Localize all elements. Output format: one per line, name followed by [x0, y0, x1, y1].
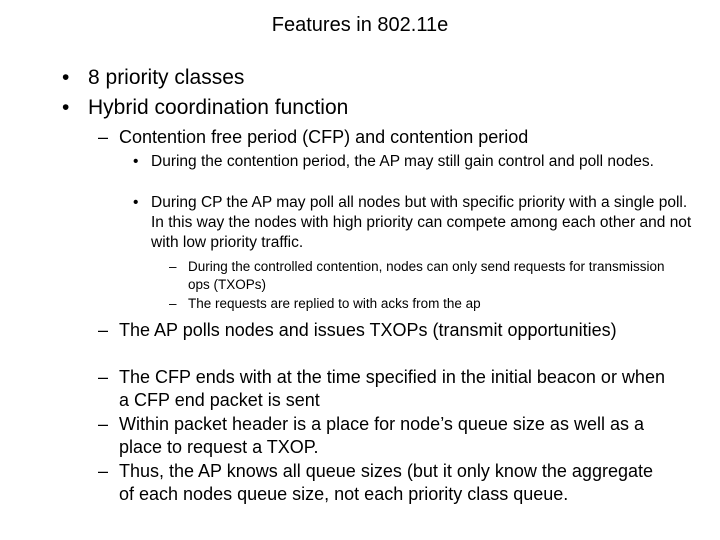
- sub-bullet-item: [98, 126, 683, 149]
- dash-marker: –: [98, 367, 109, 387]
- slide-title: Features in 802.11e: [271, 14, 449, 36]
- bullet-marker: •: [62, 96, 70, 119]
- subsub-bullet-text: During CP the AP may poll all nodes but with specific priority with a single poll. In this way the nodes with high priority can compete among each other and not with low priority traffic.: [151, 194, 692, 251]
- subsub-bullet-text: During the contention period, the AP may still gain control and poll nodes.: [151, 153, 654, 170]
- sub-bullet-text: Contention free period (CFP) and contention period: [119, 127, 529, 147]
- bullet-marker: •: [133, 194, 139, 211]
- dash-marker: –: [98, 461, 109, 481]
- sub-bullet-item: [98, 366, 678, 412]
- sub-bullet-text: The CFP ends with at the time specified in the initial beacon or when a CFP end packet is sent: [119, 367, 665, 410]
- level4-bullet-item: [169, 258, 689, 294]
- dash-marker: –: [169, 259, 177, 274]
- subsub-bullet-item: [133, 193, 693, 253]
- sub-bullet-text: The AP polls nodes and issues TXOPs (transmit opportunities): [119, 320, 617, 340]
- dash-marker: –: [98, 414, 109, 434]
- dash-marker: –: [98, 320, 109, 340]
- sub-bullet-item: [98, 413, 678, 459]
- level4-bullet-text: The requests are replied to with acks from the ap: [188, 296, 481, 311]
- sub-bullet-text: Within packet header is a place for node’s queue size as well as a place to request a TXOP.: [119, 414, 644, 457]
- subsub-bullet-item: [133, 152, 693, 172]
- bullet-text: Hybrid coordination function: [88, 96, 349, 119]
- dash-marker: –: [98, 127, 109, 147]
- bullet-marker: •: [133, 153, 139, 170]
- bullet-marker: •: [62, 66, 70, 89]
- level4-bullet-item: [169, 295, 689, 313]
- sub-bullet-text: Thus, the AP knows all queue sizes (but it only know the aggregate of each nodes queue size, not each priority class queue.: [119, 461, 653, 504]
- dash-marker: –: [169, 296, 177, 311]
- bullet-text: 8 priority classes: [88, 66, 245, 89]
- sub-bullet-item: [98, 460, 658, 506]
- level4-bullet-text: During the controlled contention, nodes can only send requests for transmission ops (TXOPs): [188, 259, 665, 292]
- sub-bullet-item: [98, 319, 678, 342]
